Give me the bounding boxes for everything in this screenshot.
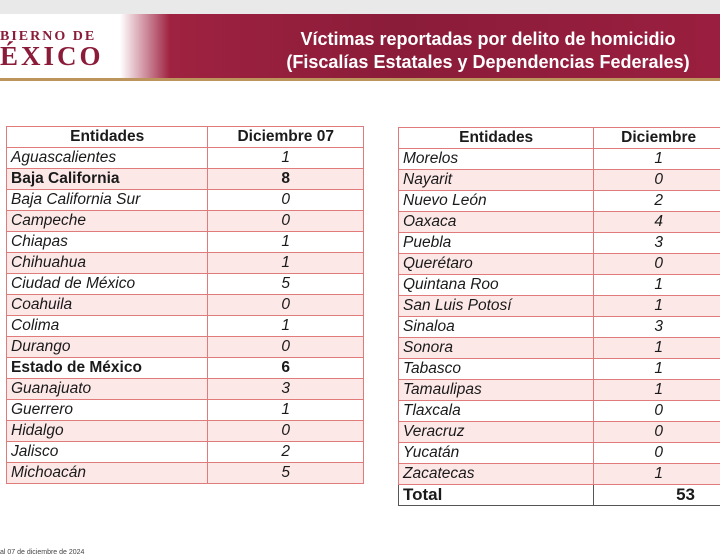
entity-name: San Luis Potosí (399, 296, 594, 317)
title-line-1: Víctimas reportadas por delito de homicidio (300, 29, 676, 49)
table-row (399, 191, 720, 212)
victim-count: 8 (208, 169, 364, 190)
table-row (7, 211, 364, 232)
entity-name: Puebla (399, 233, 594, 254)
entity-name: Chihuahua (7, 253, 208, 274)
table-row (7, 463, 364, 484)
victim-count: 1 (208, 253, 364, 274)
table-row (399, 296, 720, 317)
victim-count: 1 (208, 148, 364, 169)
table-header-row (7, 127, 364, 148)
victim-count: 1 (594, 296, 720, 317)
footnote: al 07 de diciembre de 2024 (0, 549, 85, 556)
victim-count: 0 (594, 254, 720, 275)
entity-name: Tabasco (399, 359, 594, 380)
entity-name: Aguascalientes (7, 148, 208, 169)
entity-name: Baja California (7, 169, 208, 190)
victim-count: 1 (594, 275, 720, 296)
entity-name: Durango (7, 337, 208, 358)
entity-name: Coahuila (7, 295, 208, 316)
column-header-entidades: Entidades (399, 128, 594, 149)
table-row (7, 358, 364, 379)
entity-name: Querétaro (399, 254, 594, 275)
table-row (399, 212, 720, 233)
entity-name: Michoacán (7, 463, 208, 484)
victim-count: 3 (208, 379, 364, 400)
entity-name: Campeche (7, 211, 208, 232)
table-row (7, 274, 364, 295)
entity-name: Jalisco (7, 442, 208, 463)
victim-count: 1 (594, 464, 720, 485)
table-row (7, 316, 364, 337)
entity-name: Hidalgo (7, 421, 208, 442)
column-header-entidades: Entidades (7, 127, 208, 148)
victim-count: 3 (594, 317, 720, 338)
total-value: 53 (594, 485, 720, 506)
table-row (399, 170, 720, 191)
entity-name: Guanajuato (7, 379, 208, 400)
table-row (7, 400, 364, 421)
table-row (399, 317, 720, 338)
table-row (399, 233, 720, 254)
table-row (7, 253, 364, 274)
table-header-row (399, 128, 720, 149)
table-row (7, 379, 364, 400)
entity-name: Nuevo León (399, 191, 594, 212)
victim-count: 1 (594, 338, 720, 359)
entity-name: Zacatecas (399, 464, 594, 485)
table-row (399, 401, 720, 422)
victim-count: 1 (208, 316, 364, 337)
entity-name: Morelos (399, 149, 594, 170)
victim-count: 5 (208, 274, 364, 295)
victim-count: 0 (594, 422, 720, 443)
table-row (399, 338, 720, 359)
victim-count: 0 (208, 295, 364, 316)
table-row (399, 380, 720, 401)
victim-count: 1 (208, 400, 364, 421)
table-row (399, 149, 720, 170)
total-row (399, 485, 720, 506)
entity-name: Oaxaca (399, 212, 594, 233)
victim-count: 0 (208, 190, 364, 211)
table-row (399, 422, 720, 443)
victim-count: 0 (208, 211, 364, 232)
table-row (7, 295, 364, 316)
entity-name: Ciudad de México (7, 274, 208, 295)
entity-name: Estado de México (7, 358, 208, 379)
victim-count: 0 (594, 401, 720, 422)
entity-name: Guerrero (7, 400, 208, 421)
entity-name: Chiapas (7, 232, 208, 253)
table-row (399, 254, 720, 275)
column-header-diciembre: Diciembre 07 (208, 127, 364, 148)
victim-count: 5 (208, 463, 364, 484)
entity-name: Sinaloa (399, 317, 594, 338)
entity-name: Baja California Sur (7, 190, 208, 211)
table-row (7, 190, 364, 211)
table-row (7, 421, 364, 442)
banner-gold-line (0, 78, 720, 81)
victim-count: 4 (594, 212, 720, 233)
table-row (7, 169, 364, 190)
top-strip (0, 0, 720, 14)
logo-top-text: BIERNO DE (0, 29, 97, 44)
entity-name: Quintana Roo (399, 275, 594, 296)
entity-name: Tamaulipas (399, 380, 594, 401)
victim-count: 1 (594, 359, 720, 380)
table-row (399, 443, 720, 464)
table-row (7, 442, 364, 463)
entity-name: Tlaxcala (399, 401, 594, 422)
left-table (6, 126, 364, 484)
victim-count: 2 (208, 442, 364, 463)
entity-name: Veracruz (399, 422, 594, 443)
victim-count: 0 (594, 443, 720, 464)
entity-name: Nayarit (399, 170, 594, 191)
table-row (399, 464, 720, 485)
entity-name: Sonora (399, 338, 594, 359)
table-row (7, 337, 364, 358)
logo-main-text: ÉXICO (0, 41, 104, 71)
total-label: Total (399, 485, 594, 506)
column-header-diciembre: Diciembre (594, 128, 720, 149)
victim-count: 1 (594, 149, 720, 170)
right-table (398, 127, 720, 506)
victim-count: 1 (208, 232, 364, 253)
victim-count: 0 (208, 421, 364, 442)
table-row (7, 148, 364, 169)
table-row (7, 232, 364, 253)
victim-count: 6 (208, 358, 364, 379)
victim-count: 1 (594, 380, 720, 401)
table-row (399, 359, 720, 380)
page-title (264, 28, 712, 74)
entity-name: Colima (7, 316, 208, 337)
victim-count: 0 (208, 337, 364, 358)
victim-count: 0 (594, 170, 720, 191)
victim-count: 3 (594, 233, 720, 254)
entity-name: Yucatán (399, 443, 594, 464)
table-row (399, 275, 720, 296)
title-line-2: (Fiscalías Estatales y Dependencias Federales) (286, 52, 690, 72)
victim-count: 2 (594, 191, 720, 212)
